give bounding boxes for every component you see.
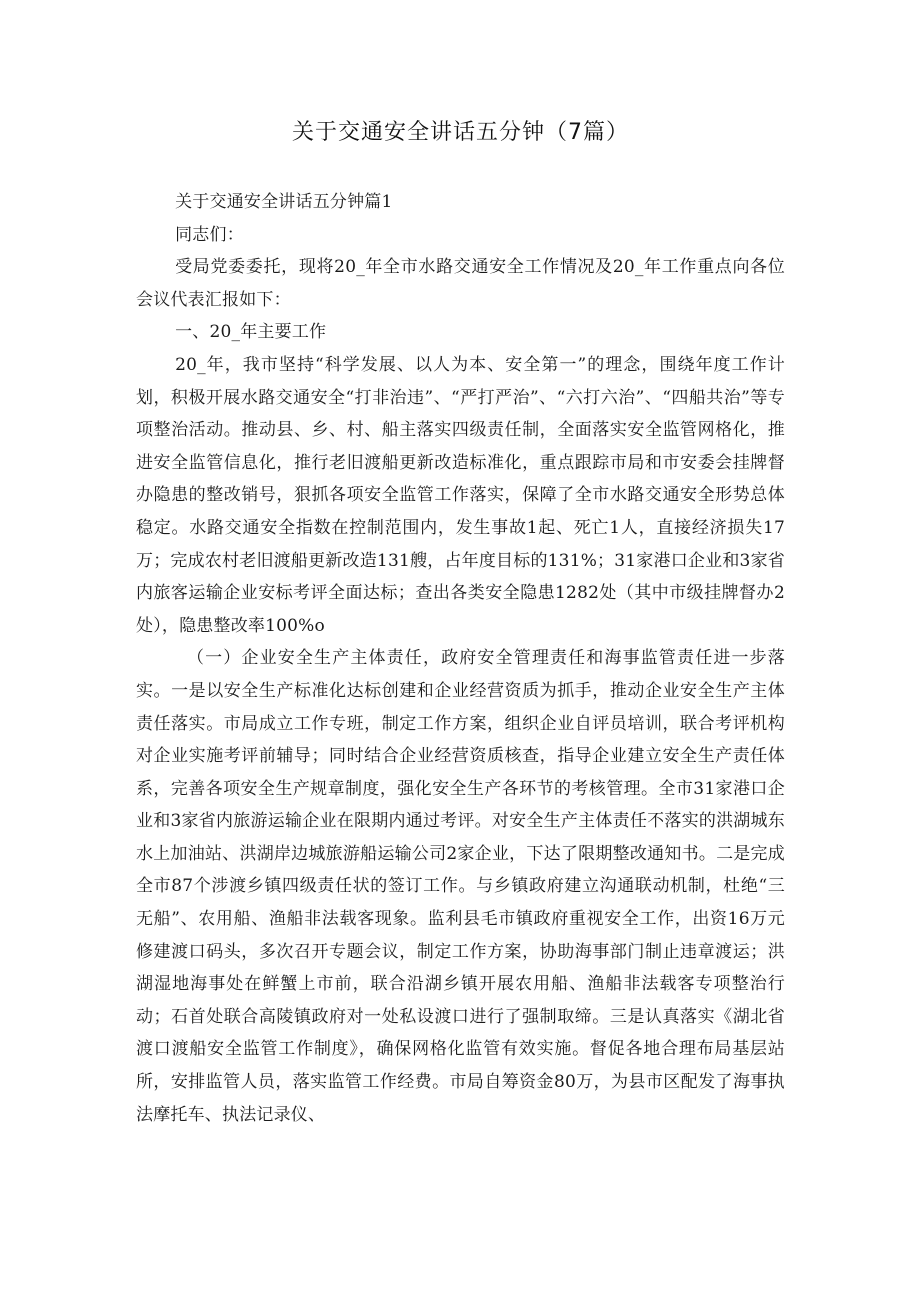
body-paragraph: 受局党委委托，现将20_年全市水路交通安全工作情况及20_年工作重点向各位会议代表汇报如下： bbox=[136, 257, 785, 310]
body-paragraph: （一）企业安全生产主体责任，政府安全管理责任和海事监管责任进一步落实。一是以安全生产标准化达标创建和企业经营资质为抓手，推动企业安全生产主体责任落实。市局成立工作专班，制定工作方案，组织企业自评员培训，联合考评机构对企业实施考评前辅导；同时结合企业经营资质核查，指导企业建立安全生产责任体系，完善各项安全生产规章制度，强化安全生产各环节的考核管理。全市31家港口企业和3家省内旅游运输企业在限期内通过考评。对安全生产主体责任不落实的洪湖城东水上加油站、洪湖岸边城旅游船运输公司2家企业，下达了限期整改通知书。二是完成全市87个涉渡乡镇四级责任状的签订工作。与乡镇政府建立沟通联动机制，杜绝“三无船”、农用船、渔船非法载客现象。监利县毛市镇政府重视安全工作，出资16万元修建渡口码头，多次召开专题会议，制定工作方案，协助海事部门制止违章渡运；洪湖湿地海事处在鲜蟹上市前，联合沿湖乡镇开展农用船、渔船非法载客专项整治行动；石首处联合高陵镇政府对一处私设渡口进行了强制取缔。三是认真落实《湖北省渡口渡船安全监管工作制度》，确保网格化监管有效实施。督促各地合理布局基层站所，安排监管人员，落实监管工作经费。市局自筹资金80万，为县市区配发了海事执法摩托车、执法记录仪、 bbox=[136, 648, 785, 1125]
document-body bbox=[136, 186, 785, 1131]
salutation: 同志们： bbox=[175, 224, 244, 245]
body-paragraph: 20_年，我市坚持“科学发展、以人为本、安全第一”的理念，围绕年度工作计划，积极开展水路交通安全“打非治违”、“严打严治”、“六打六治”、“四船共治”等专项整治活动。推动县、乡、村、船主落实四级责任制，全面落实安全监管网格化，推进安全监管信息化，推行老旧渡船更新改造标准化，重点跟踪市局和市安委会挂牌督办隐患的整改销号，狠抓各项安全监管工作落实，保障了全市水路交通安全形势总体稳定。水路交通安全指数在控制范围内，发生事故1起、死亡1人，直接经济损失17万；完成农村老旧渡船更新改造131艘，占年度目标的131%；31家港口企业和3家省内旅客运输企业安标考评全面达标；查出各类安全隐患1282处（其中市级挂牌督办2处），隐患整改率100%o bbox=[136, 354, 785, 636]
document-title: 关于交通安全讲话五分钟（7篇） bbox=[292, 120, 629, 145]
subsection-heading: 一、20_年主要工作 bbox=[175, 322, 327, 343]
section-heading: 关于交通安全讲话五分钟篇1 bbox=[175, 192, 393, 212]
